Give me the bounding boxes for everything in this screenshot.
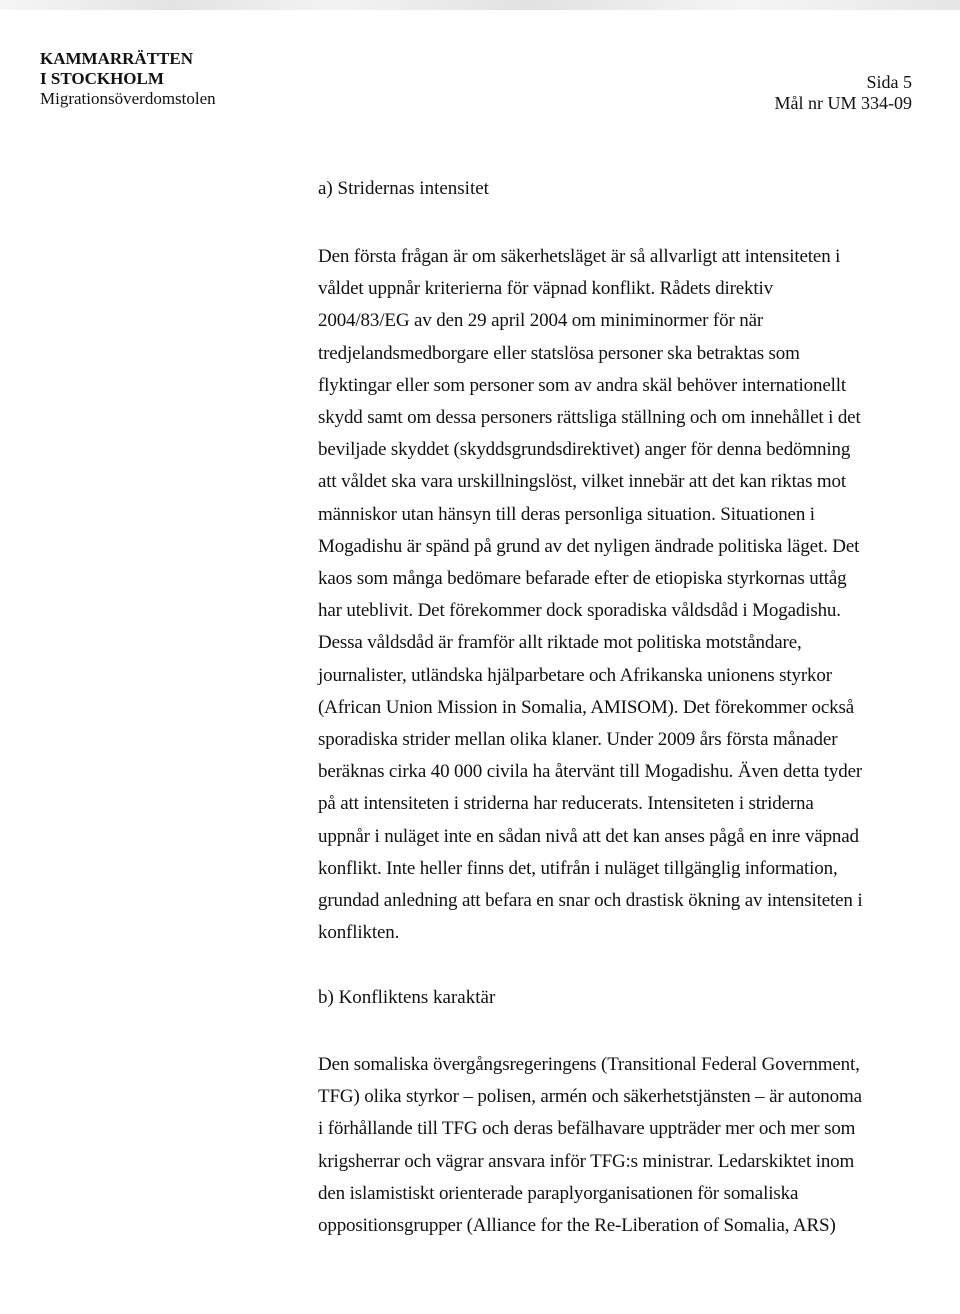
paragraph-line: konflikten. xyxy=(318,922,400,944)
paragraph-line: kaos som många bedömare befarade efter de etiopiska styrkornas uttåg xyxy=(318,568,847,590)
paragraph-line: den islamistiskt orienterade paraplyorganisationen för somaliska xyxy=(318,1182,799,1204)
paragraph-line: beviljade skyddet (skyddsgrundsdirektivet) anger för denna bedömning xyxy=(318,439,851,461)
court-name-line-1: KAMMARRÄTTEN xyxy=(40,49,193,68)
paragraph-line: att våldet ska vara urskillningslöst, vilket innebär att det kan riktas mot xyxy=(318,471,847,493)
paragraph-line: flyktingar eller som personer som av andra skäl behöver internationellt xyxy=(318,374,847,396)
paragraph-line: våldet uppnår kriterierna för väpnad konflikt. Rådets direktiv xyxy=(318,278,773,300)
paragraph-line: uppnår i nuläget inte en sådan nivå att det kan anses pågå en inre väpnad xyxy=(318,825,859,847)
court-header xyxy=(40,49,216,109)
paragraph-line: TFG) olika styrkor – polisen, armén och säkerhetstjänsten – är autonoma xyxy=(318,1086,862,1108)
paragraph-line: Den första frågan är om säkerhetsläget är så allvarligt att intensiteten i xyxy=(318,246,841,267)
page-number: Sida 5 xyxy=(866,72,912,92)
paragraph-line: Mogadishu är spänd på grund av det nyligen ändrade politiska läget. Det xyxy=(318,535,860,557)
section-a-heading: a) Stridernas intensitet xyxy=(318,178,489,199)
scan-edge-artifact xyxy=(0,0,960,10)
paragraph-line: beräknas cirka 40 000 civila ha återvänt till Mogadishu. Även detta tyder xyxy=(318,761,863,783)
paragraph-line: i förhållande till TFG och deras befälhavare uppträder mer och mer som xyxy=(318,1118,856,1140)
paragraph-line: konflikt. Inte heller finns det, utifrån i nuläget tillgänglig information, xyxy=(318,857,838,879)
case-number: Mål nr UM 334-09 xyxy=(774,93,912,113)
paragraph-line: skydd samt om dessa personers rättsliga ställning och om innehållet i det xyxy=(318,407,861,429)
paragraph-line: (African Union Mission in Somalia, AMISOM). Det förekommer också xyxy=(318,696,855,718)
paragraph-line: sporadiska strider mellan olika klaner. Under 2009 års första månader xyxy=(318,729,838,751)
paragraph-line: oppositionsgrupper (Alliance for the Re-Liberation of Somalia, ARS) xyxy=(318,1215,836,1237)
paragraph-line: Den somaliska övergångsregeringens (Transitional Federal Government, xyxy=(318,1054,860,1075)
paragraph-line: tredjelandsmedborgare eller statslösa personer ska betraktas som xyxy=(318,342,800,364)
paragraph-line: på att intensiteten i striderna har reducerats. Intensiteten i striderna xyxy=(318,793,814,815)
paragraph-line: grundad anledning att befara en snar och drastisk ökning av intensiteten i xyxy=(318,890,863,912)
section-a-paragraph xyxy=(318,241,908,949)
paragraph-line: krigsherrar och vägrar ansvara inför TFG:s ministrar. Ledarskiktet inom xyxy=(318,1150,855,1172)
page-reference xyxy=(775,72,913,114)
paragraph-line: människor utan hänsyn till deras personliga situation. Situationen i xyxy=(318,503,815,525)
paragraph-line: journalister, utländska hjälparbetare och Afrikanska unionens styrkor xyxy=(318,664,832,686)
court-name-line-2: I STOCKHOLM xyxy=(40,69,164,88)
paragraph-line: 2004/83/EG av den 29 april 2004 om miniminormer för när xyxy=(318,310,764,332)
section-b-paragraph xyxy=(318,1049,908,1242)
paragraph-line: har uteblivit. Det förekommer dock sporadiska våldsdåd i Mogadishu. xyxy=(318,600,841,622)
court-division: Migrationsöverdomstolen xyxy=(40,89,216,108)
paragraph-line: Dessa våldsdåd är framför allt riktade mot politiska motståndare, xyxy=(318,632,802,654)
section-b-heading: b) Konfliktens karaktär xyxy=(318,987,496,1008)
